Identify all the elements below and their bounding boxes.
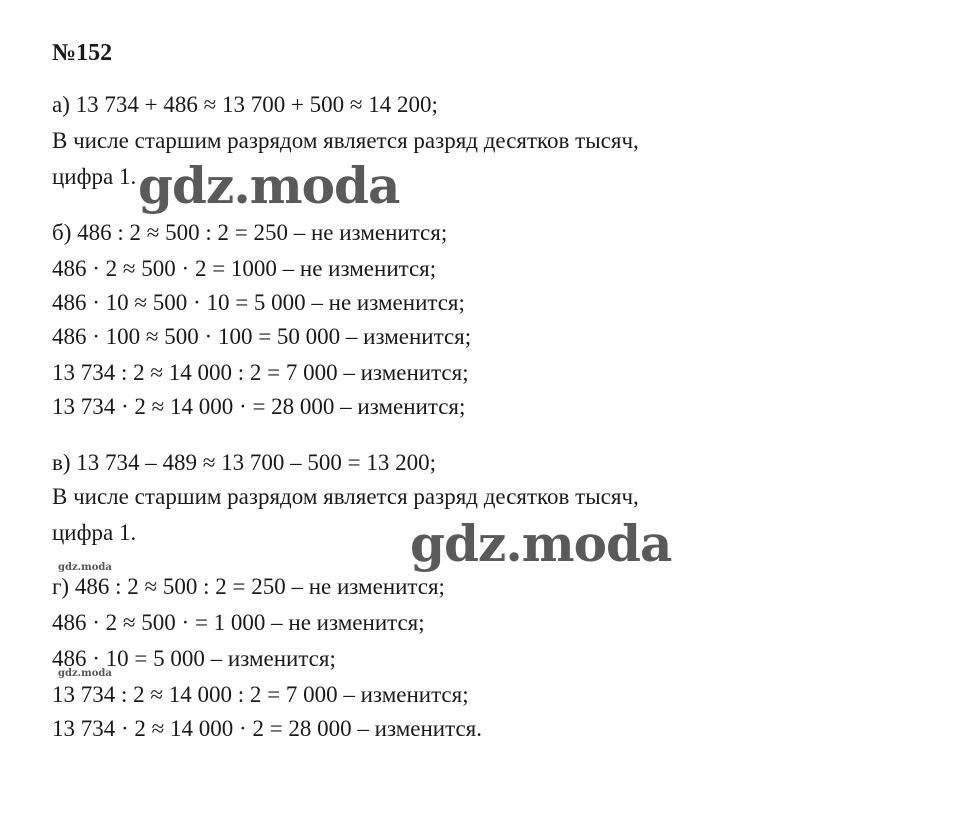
part-b-line-5: 13 734 : 2 ≈ 14 000 : 2 = 7 000 – изменится;	[52, 360, 469, 385]
part-g-line-2: 486 · 2 ≈ 500 · = 1 000 – не изменится;	[52, 610, 425, 635]
part-b-line-3: 486 · 10 ≈ 500 · 10 = 5 000 – не изменится;	[52, 290, 465, 315]
part-b-line-4: 486 · 100 ≈ 500 · 100 = 50 000 – изменится;	[52, 324, 472, 349]
part-g-line-4: 13 734 : 2 ≈ 14 000 : 2 = 7 000 – изменится;	[52, 682, 469, 707]
part-g-line-1: г) 486 : 2 ≈ 500 : 2 = 250 – не изменится;	[52, 574, 445, 599]
problem-number: №152	[52, 40, 113, 66]
part-a-line-2: В числе старшим разрядом является разряд десятков тысяч,	[52, 128, 639, 153]
part-b-line-6: 13 734 · 2 ≈ 14 000 · = 28 000 – изменится;	[52, 394, 466, 419]
part-v-line-3: цифра 1.	[52, 520, 137, 545]
watermark-small: gdz.moda	[58, 668, 112, 679]
watermark-logo: gdz.moda	[410, 514, 672, 573]
part-a-line-1: а) 13 734 + 486 ≈ 13 700 + 500 ≈ 14 200;	[52, 92, 438, 117]
part-v-line-2: В числе старшим разрядом является разряд десятков тысяч,	[52, 484, 639, 509]
watermark-logo: gdz.moda	[138, 156, 400, 215]
part-b-line-1: б) 486 : 2 ≈ 500 : 2 = 250 – не изменится;	[52, 220, 448, 245]
part-b-line-2: 486 · 2 ≈ 500 · 2 = 1000 – не изменится;	[52, 256, 437, 281]
part-g-line-5: 13 734 · 2 ≈ 14 000 · 2 = 28 000 – изменится.	[52, 716, 482, 741]
part-g-line-3: 486 · 10 = 5 000 – изменится;	[52, 646, 336, 671]
part-a-line-3: цифра 1.	[52, 164, 137, 189]
part-v-line-1: в) 13 734 – 489 ≈ 13 700 – 500 = 13 200;	[52, 450, 437, 475]
watermark-small: gdz.moda	[58, 562, 112, 573]
